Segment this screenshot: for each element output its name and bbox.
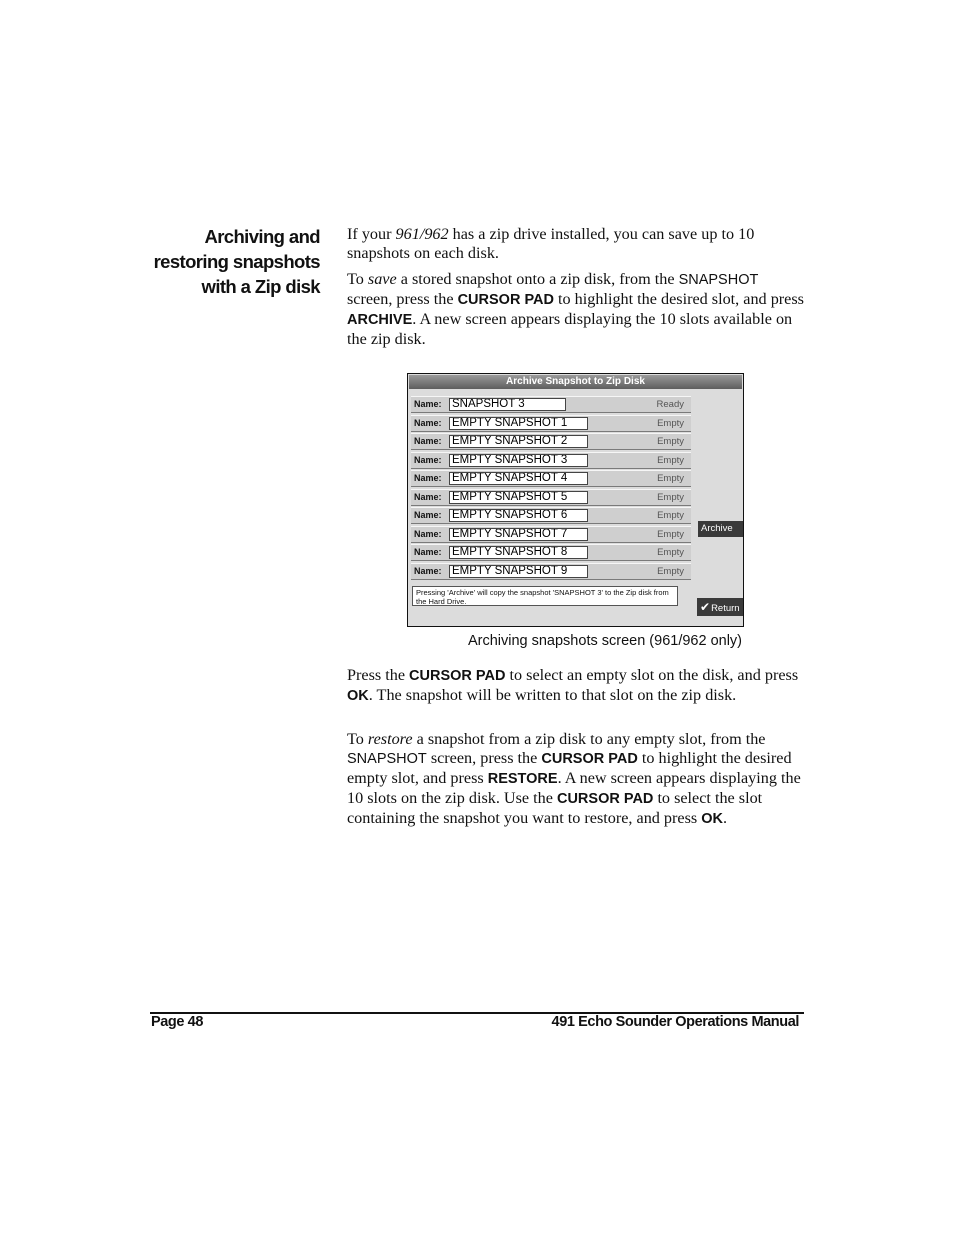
snapshot-slot-row[interactable]	[411, 452, 691, 469]
name-label: Name:	[414, 491, 442, 502]
snapshot-name-field[interactable]: EMPTY SNAPSHOT 3	[449, 454, 588, 467]
snapshot-slot-row[interactable]	[411, 544, 691, 561]
key-cursor-pad: CURSOR PAD	[409, 668, 506, 684]
page-number: Page 48	[151, 1014, 204, 1030]
text: If your	[347, 225, 396, 243]
text: to highlight the desired slot, and press	[553, 290, 804, 308]
archive-snapshot-screen	[407, 373, 744, 627]
key-cursor-pad: CURSOR PAD	[457, 292, 554, 308]
text: To	[347, 270, 368, 288]
slot-status: Empty	[657, 510, 684, 521]
slot-status: Empty	[657, 528, 684, 540]
snapshot-slot-row[interactable]	[411, 415, 691, 432]
text: to select an empty slot on the disk, and press	[505, 666, 799, 684]
slot-status: Empty	[657, 454, 684, 466]
snapshot-slot-row[interactable]	[411, 507, 691, 524]
text: a snapshot from a zip disk to any empty slot, from the	[412, 730, 766, 748]
slot-status: Empty	[657, 473, 684, 484]
snapshot-slot-row[interactable]	[411, 470, 691, 487]
figure-caption: Archiving snapshots screen (961/962 only)	[467, 633, 742, 649]
text: screen, press the	[426, 749, 542, 767]
archive-button[interactable]: Archive	[698, 521, 743, 537]
text: to highlight the desired empty slot, and press	[347, 749, 792, 787]
name-label: Name:	[414, 473, 442, 483]
snapshot-slot-row[interactable]	[411, 396, 691, 413]
section-heading-line1: Archiving and	[204, 226, 320, 247]
text: a stored snapshot onto a zip disk, from the	[396, 270, 679, 288]
return-label: Return	[711, 603, 740, 614]
snapshot-slot-row[interactable]	[411, 433, 691, 450]
key-ok: OK	[701, 811, 724, 827]
snapshot-name-field[interactable]: EMPTY SNAPSHOT 8	[449, 546, 588, 559]
section-heading	[120, 224, 320, 299]
slot-status: Ready	[656, 399, 684, 410]
slot-status: Empty	[657, 417, 684, 429]
info-message: Pressing 'Archive' will copy the snapshot 'SNAPSHOT 3' to the Zip disk from the Hard Drive.	[412, 586, 678, 606]
text: To	[347, 730, 368, 748]
name-label: Name:	[414, 565, 442, 576]
slot-status: Empty	[657, 547, 684, 558]
paragraph-intro	[347, 225, 805, 263]
name-label: Name:	[414, 454, 442, 465]
text: .	[723, 809, 728, 827]
name-label: Name:	[414, 417, 442, 428]
text: has a zip drive installed, you can save up to 10 snapshots on each disk.	[347, 225, 755, 262]
key-cursor-pad: CURSOR PAD	[556, 791, 654, 807]
model-number: 961/962	[395, 225, 449, 243]
paragraph-save	[347, 270, 805, 349]
text: . A new screen appears displaying the 10 slots on the zip disk. Use the	[347, 769, 801, 807]
slot-status: Empty	[657, 565, 684, 577]
key-cursor-pad: CURSOR PAD	[541, 751, 638, 767]
name-label: Name:	[414, 399, 442, 409]
text: screen, press the	[347, 290, 458, 308]
snapshot-name-field[interactable]: EMPTY SNAPSHOT 7	[449, 528, 588, 541]
slot-status: Empty	[657, 491, 684, 503]
slot-status: Empty	[657, 436, 684, 447]
snapshot-name-field[interactable]: EMPTY SNAPSHOT 5	[449, 491, 588, 504]
section-heading-line2: restoring snapshots	[153, 251, 320, 272]
text: . A new screen appears displaying the 10 slots available on the zip disk.	[347, 310, 793, 348]
manual-title: 491 Echo Sounder Operations Manual	[551, 1014, 799, 1030]
text: Press the	[347, 666, 410, 684]
text: to select the slot containing the snapshot you want to restore, and press	[347, 789, 763, 827]
screen-name-snapshot: SNAPSHOT	[347, 751, 427, 767]
snapshot-name-field[interactable]: EMPTY SNAPSHOT 4	[449, 472, 588, 485]
snapshot-name-field[interactable]: EMPTY SNAPSHOT 6	[449, 509, 588, 522]
emphasis-save: save	[367, 270, 397, 288]
screen-title: Archive Snapshot to Zip Disk	[409, 375, 742, 389]
snapshot-name-field[interactable]: EMPTY SNAPSHOT 2	[449, 435, 588, 448]
emphasis-restore: restore	[367, 730, 413, 748]
screen-name-snapshot: SNAPSHOT	[678, 272, 759, 288]
section-heading-line3: with a Zip disk	[201, 276, 320, 297]
name-label: Name:	[414, 436, 442, 446]
paragraph-select-slot	[347, 666, 805, 706]
snapshot-name-field[interactable]: SNAPSHOT 3	[449, 398, 566, 411]
key-archive: ARCHIVE	[347, 312, 413, 328]
paragraph-restore	[347, 730, 805, 829]
return-button[interactable]	[697, 598, 743, 616]
text: . The snapshot will be written to that slot on the zip disk.	[368, 686, 737, 704]
name-label: Name:	[414, 547, 442, 557]
snapshot-slot-row[interactable]	[411, 489, 691, 506]
snapshot-name-field[interactable]: EMPTY SNAPSHOT 9	[449, 565, 588, 578]
key-ok: OK	[347, 688, 369, 704]
checkmark-icon: ✔	[700, 600, 711, 614]
snapshot-slot-row[interactable]	[411, 563, 691, 580]
name-label: Name:	[414, 528, 442, 539]
name-label: Name:	[414, 510, 442, 520]
key-restore: RESTORE	[487, 771, 558, 787]
snapshot-name-field[interactable]: EMPTY SNAPSHOT 1	[449, 417, 588, 430]
snapshot-slot-row[interactable]	[411, 526, 691, 543]
